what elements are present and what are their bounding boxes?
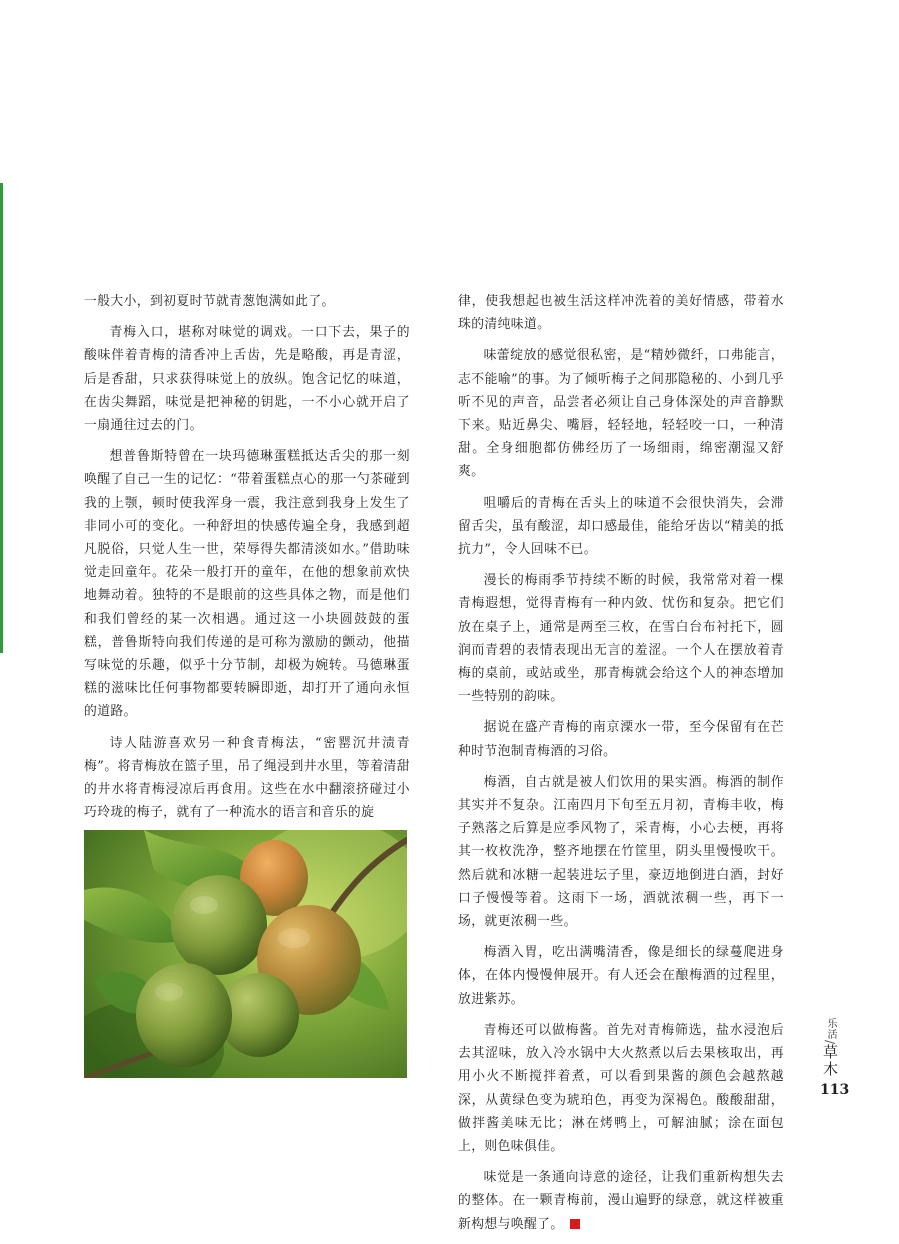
paragraph: 青梅还可以做梅酱。首先对青梅筛选，盐水浸泡后去其涩味，放入冷水锅中大火熬煮以后去果核取出，再用小火不断搅拌着煮，可以看到果酱的颜色会越熬越深，从黄绿色变为琥珀色，再变为深褐色。酸酸甜甜，做拌酱美味无比；淋在烤鸭上，可解油腻；涂在面包上，则色味俱佳。 [458, 1022, 784, 1154]
column-name: 草木 [821, 1044, 839, 1079]
paragraph: 梅酒，自古就是被人们饮用的果实酒。梅酒的制作其实并不复杂。江南四月下旬至五月初，青梅丰收，梅子熟落之后算是应季风物了，采青梅，小心去梗，再将其一枚枚洗净，整齐地摆在竹筐里，阴头里慢慢吹干。然后就和冰糖一起装进坛子里，豪迈地倒进白酒，封好口子慢慢等着。这雨下一场，酒就浓稠一些，再下一场，就更浓稠一些。 [458, 774, 784, 930]
green-plums-photo [84, 830, 407, 1078]
paragraph: 味蕾绽放的感觉很私密，是“精妙微纤，口弗能言，志不能喻”的事。为了倾听梅子之间那隐秘的、小到几乎听不见的声音，品尝者必须让自己身体深处的声音静默下来。贴近鼻尖、嘴唇，轻轻地，轻轻咬一口，一种清甜。全身细胞都仿佛经历了一场细雨，绵密潮湿又舒爽。 [458, 348, 784, 480]
paragraph: 诗人陆游喜欢另一种食青梅法，“密罂沉井渍青梅”。将青梅放在篮子里，吊了绳浸到井水里，等着清甜的井水将青梅浸凉后再食用。这些在水中翻滚挤碰过小巧玲珑的梅子，就有了一种流水的语言和音乐的旋 [84, 735, 410, 821]
page-folio [820, 1018, 860, 1128]
paragraph: 律，使我想起也被生活这样冲洗着的美好情感，带着水珠的清纯味道。 [458, 294, 784, 333]
page-edge-color-strip [0, 183, 3, 653]
article-left-column [84, 290, 410, 832]
paragraph: 一般大小，到初夏时节就青葱饱满如此了。 [84, 294, 335, 309]
closing-text: 味觉是一条通向诗意的途径，让我们重新构想失去的整体。在一颗青梅前，漫山遍野的绿意，就这样被重新构想与唤醒了。 [458, 1170, 784, 1232]
paragraph: 咀嚼后的青梅在舌头上的味道不会很快消失，会滞留舌尖，虽有酸涩，却口感最佳，能给牙齿以“精美的抵抗力”，令人回味不已。 [458, 495, 784, 558]
closing-paragraph [458, 1166, 784, 1236]
paragraph: 漫长的梅雨季节持续不断的时候，我常常对着一棵青梅遐想，觉得青梅有一种内敛、忧伤和复杂。把它们放在桌子上，通常是两至三枚，在雪白台布衬托下，圆润而青碧的表情表现出无言的羞涩。一个人在摆放着青梅的桌前，或站或坐，那青梅就会给这个人的神态增加一些特别的韵味。 [458, 573, 784, 705]
section-label [820, 1018, 841, 1078]
page-number: 113 [820, 1082, 850, 1098]
section-name: 乐活 [825, 1018, 836, 1040]
paragraph: 青梅入口，堪称对味觉的调戏。一口下去，果子的酸味伴着青梅的清香冲上舌齿，先是略酸，再是青涩，后是香甜，只求获得味觉上的放纵。饱含记忆的味道，在齿尖舞蹈，味觉是把神秘的钥匙，一不小心就开启了一扇通往过去的门。 [84, 325, 410, 434]
article-right-column [458, 290, 784, 1244]
paragraph: 想普鲁斯特曾在一块玛德琳蛋糕抵达舌尖的那一刻唤醒了自己一生的记忆：“带着蛋糕点心的那一勺茶碰到我的上颚，顿时使我浑身一震，我注意到我身上发生了非同小可的变化。一种舒坦的快感传遍全身，我感到超凡脱俗，只觉人生一世，荣辱得失都清淡如水。”借助味觉走回童年。花朵一般打开的童年，在他的想象前欢快地舞动着。独特的不是眼前的这些具体之物，而是他们和我们曾经的某一次相遇。通过这一小块圆鼓鼓的蛋糕，普鲁斯特向我们传递的是可称为激励的颤动，他描写味觉的乐趣，似乎十分节制，却极为婉转。马德琳蛋糕的滋味比任何事物都要转瞬即逝，却打开了通向永恒的道路。 [84, 449, 410, 720]
paragraph: 据说在盛产青梅的南京溧水一带，至今保留有在芒种时节泡制青梅酒的习俗。 [458, 720, 784, 759]
section-separator: / [823, 1040, 837, 1045]
end-mark-icon [570, 1219, 580, 1229]
paragraph: 梅酒入胃，吃出满嘴清香，像是细长的绿蔓爬进身体，在体内慢慢伸展开。有人还会在酿梅酒的过程里，放进紫苏。 [458, 945, 784, 1007]
